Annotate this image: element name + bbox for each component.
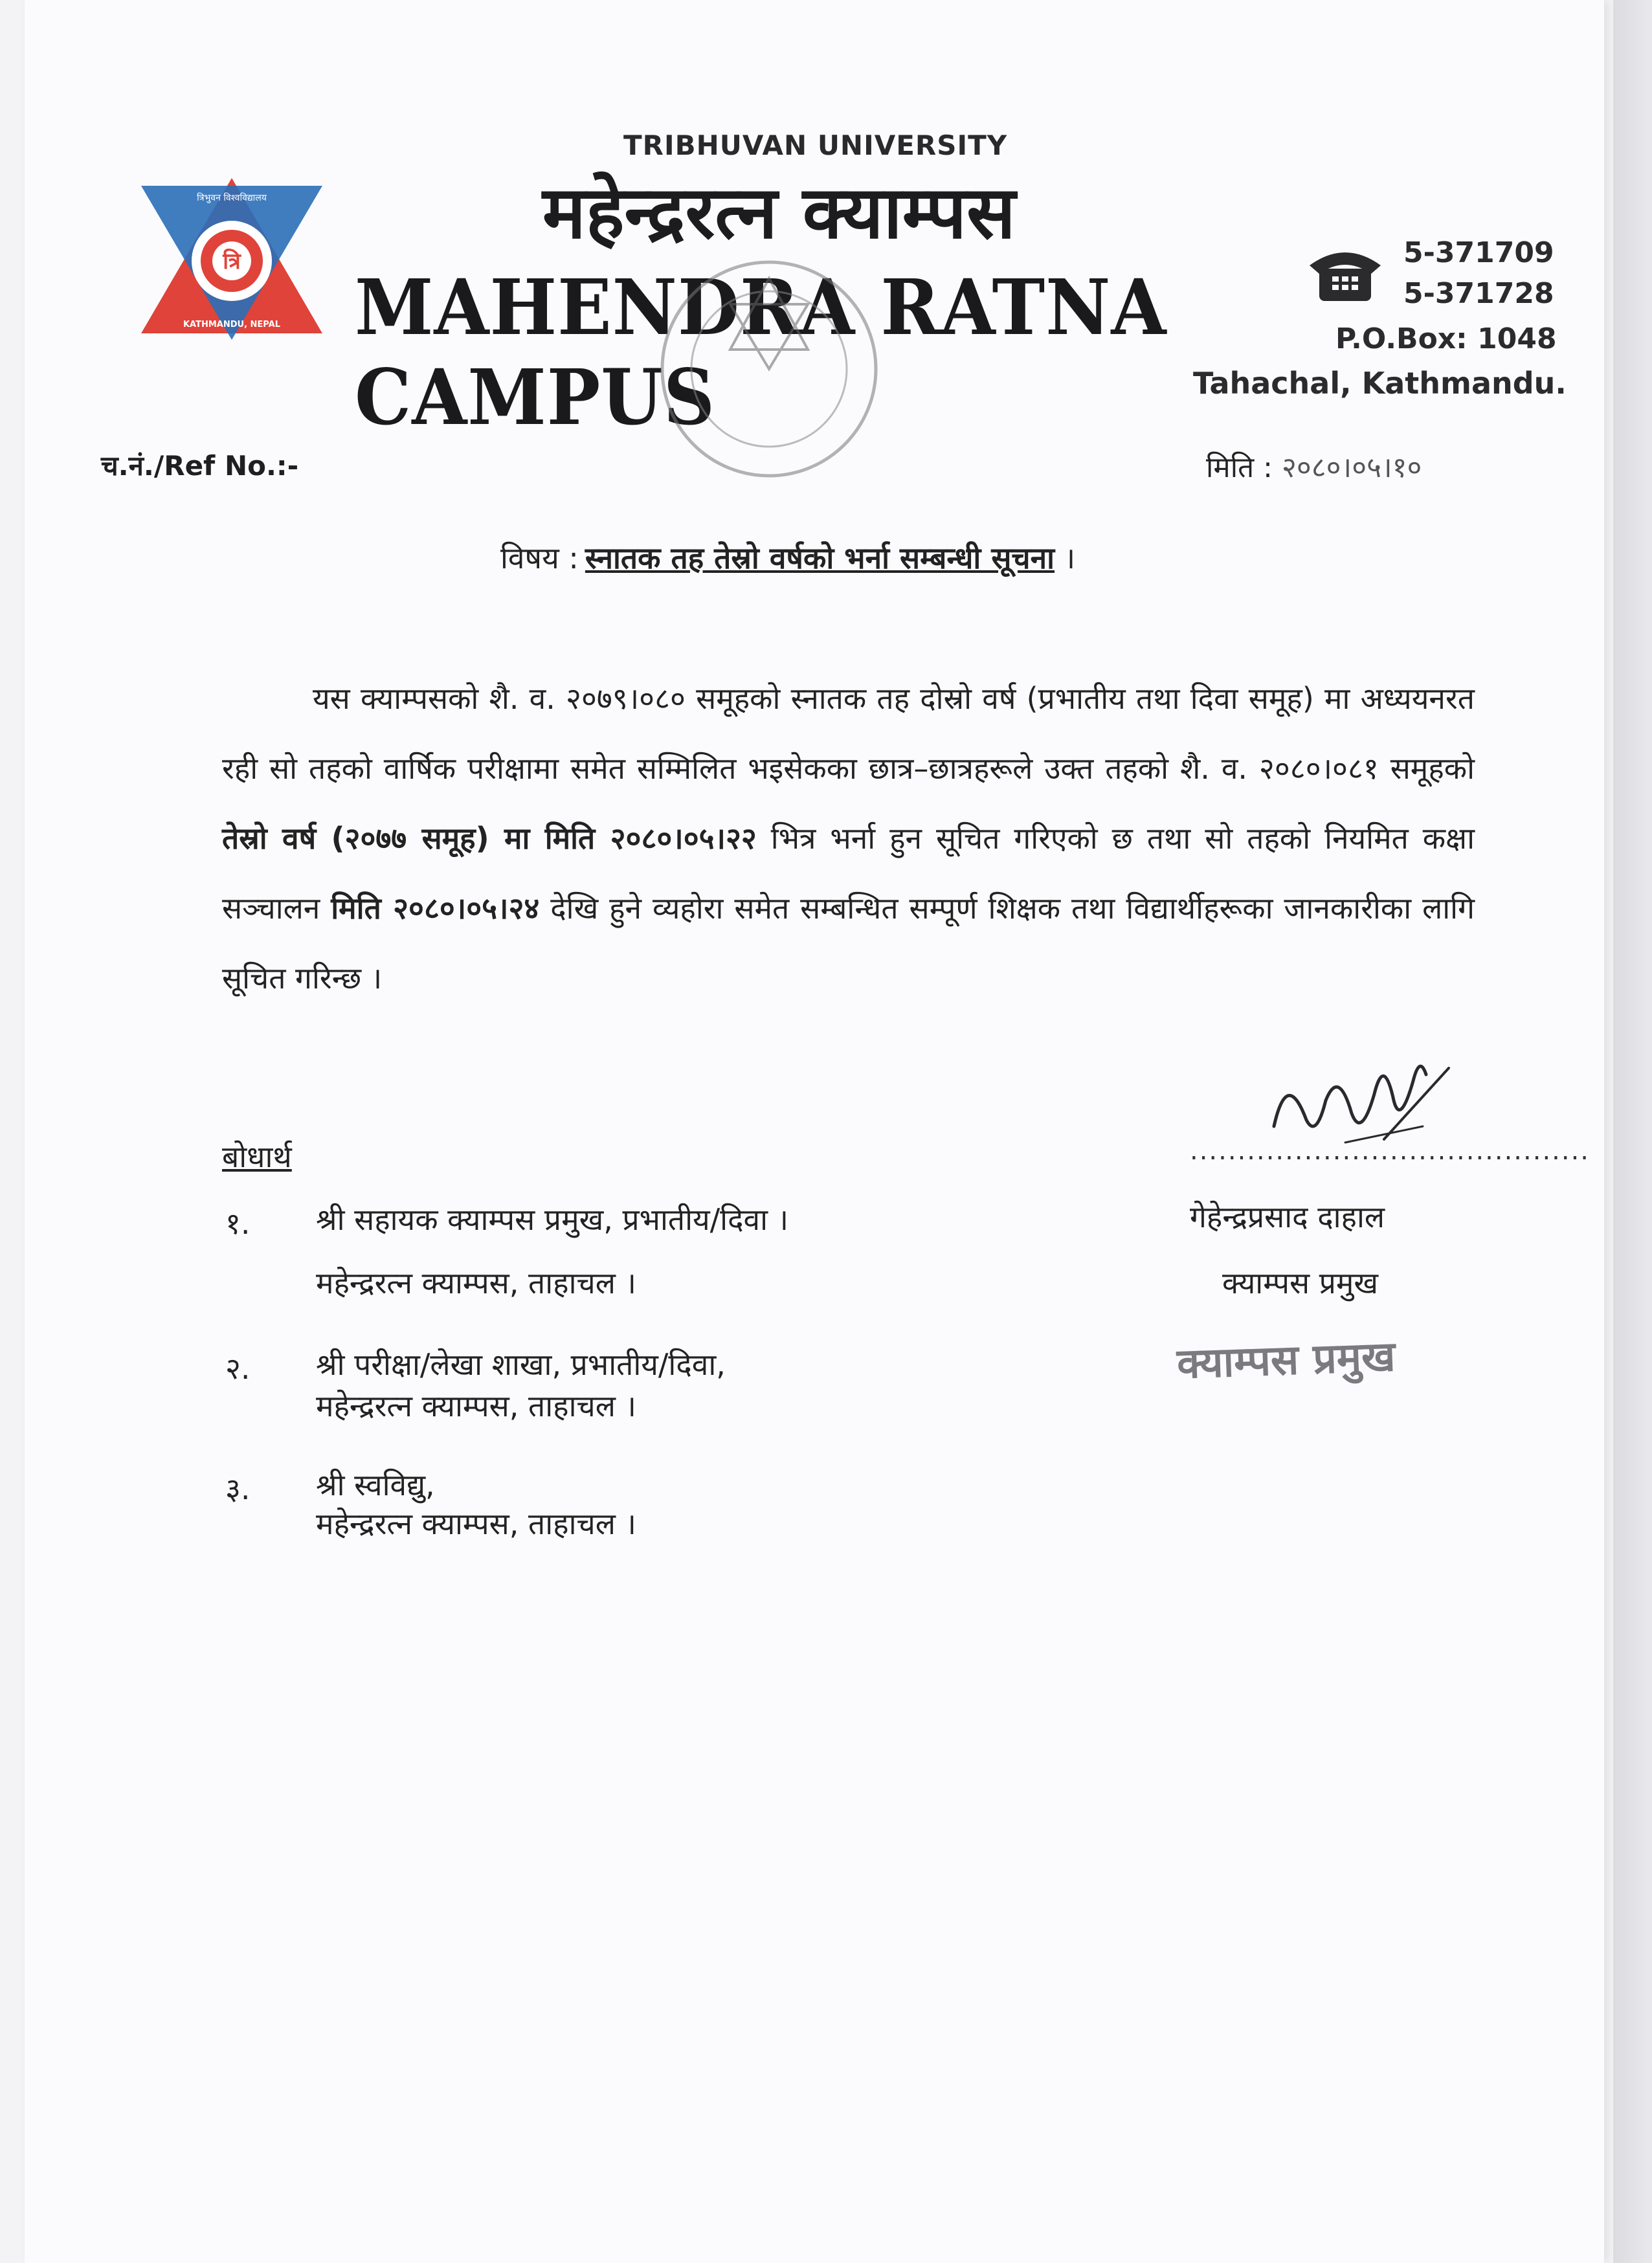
document-page: [25, 0, 1604, 2263]
campus-address: Tahachal, Kathmandu.: [1193, 366, 1567, 401]
body-part-2: भित्र भर्ना हुन सूचित गरिएको छ तथा सो तहको नियमित कक्षा सञ्चालन: [222, 821, 1475, 926]
subject-label: विषय :: [500, 541, 579, 575]
body-bold-1: तेस्रो वर्ष (२०७७ समूह) मा मिति २०८०।०५।२२: [222, 821, 757, 856]
signatory-name: गेहेन्द्रप्रसाद दाहाल: [1190, 1199, 1385, 1234]
distribution-item-1-number: १.: [225, 1206, 251, 1241]
campus-seal-stamp: [646, 252, 892, 485]
distribution-item-3-number: ३.: [225, 1471, 251, 1506]
title-rubber-stamp: क्याम्पस प्रमुख: [1176, 1333, 1396, 1388]
logo-text-bottom: KATHMANDU, NEPAL: [183, 320, 281, 329]
university-name: TRIBHUVAN UNIVERSITY: [623, 129, 1008, 161]
date-label: मिति :: [1206, 451, 1273, 484]
signatory-title: क्याम्पस प्रमुख: [1222, 1265, 1379, 1300]
phone-number-2: 5-371728: [1403, 277, 1554, 310]
subject-text: स्नातक तह तेस्रो वर्षको भर्ना सम्बन्धी सूचना: [585, 541, 1055, 575]
date-line: [1206, 447, 1422, 485]
distribution-item-3-line-1: श्री स्वविद्यु,: [316, 1467, 435, 1502]
distribution-item-2-number: २.: [225, 1351, 251, 1386]
notice-body: [222, 663, 1475, 1013]
body-bold-2: मिति २०८०।०५।२४: [331, 891, 540, 926]
subject-line: [500, 537, 1075, 577]
body-part-1: यस क्याम्पसको शै. व. २०७९।०८० समूहको स्नातक तह दोस्रो वर्ष (प्रभातीय तथा दिवा समूह) मा अध्ययनरत रही सो तहको वार्षिक परीक्षामा समेत सम्मिलित भइसेकका छात्र–छात्रहरूले उक्त तहको शै. व. २०८०।०८१ समूहको: [222, 681, 1475, 786]
phone-number-1: 5-371709: [1403, 236, 1554, 269]
scanner-edge: [1613, 0, 1652, 2263]
distribution-item-1-line-2: महेन्द्ररत्न क्याम्पस, ताहाचल ।: [316, 1265, 636, 1300]
svg-text:त्रि: त्रि: [223, 249, 241, 274]
distribution-heading: बोधार्थ: [222, 1139, 292, 1174]
tribhuvan-university-logo-icon: [135, 172, 329, 346]
ref-number-label: च.नं./Ref No.:-: [101, 450, 299, 482]
logo-text-top: त्रिभुवन विश्वविद्यालय: [197, 193, 267, 203]
telephone-icon: [1306, 243, 1384, 307]
subject-end: ।: [1064, 541, 1076, 575]
date-value: २०८०।०५।१०: [1282, 451, 1422, 484]
po-box: P.O.Box: 1048: [1335, 322, 1557, 355]
signature-line: ..........................................: [1190, 1136, 1591, 1166]
body-part-3: देखि हुने व्यहोरा समेत सम्बन्धित सम्पूर्ण शिक्षक तथा विद्यार्थीहरूका जानकारीका लागि सूचित गरिन्छ ।: [222, 891, 1475, 996]
distribution-item-3-line-2: महेन्द्ररत्न क्याम्पस, ताहाचल ।: [316, 1506, 636, 1541]
distribution-item-2-line-2: महेन्द्ररत्न क्याम्पस, ताहाचल ।: [316, 1388, 636, 1423]
campus-name-nepali: महेन्द्ररत्न क्याम्पस: [542, 171, 1016, 255]
distribution-item-2-line-1: श्री परीक्षा/लेखा शाखा, प्रभातीय/दिवा,: [316, 1347, 726, 1382]
campus-name-english: MAHENDRA RATNA CAMPUS: [355, 262, 1167, 442]
distribution-item-1-line-1: श्री सहायक क्याम्पस प्रमुख, प्रभातीय/दिवा ।: [316, 1202, 789, 1237]
